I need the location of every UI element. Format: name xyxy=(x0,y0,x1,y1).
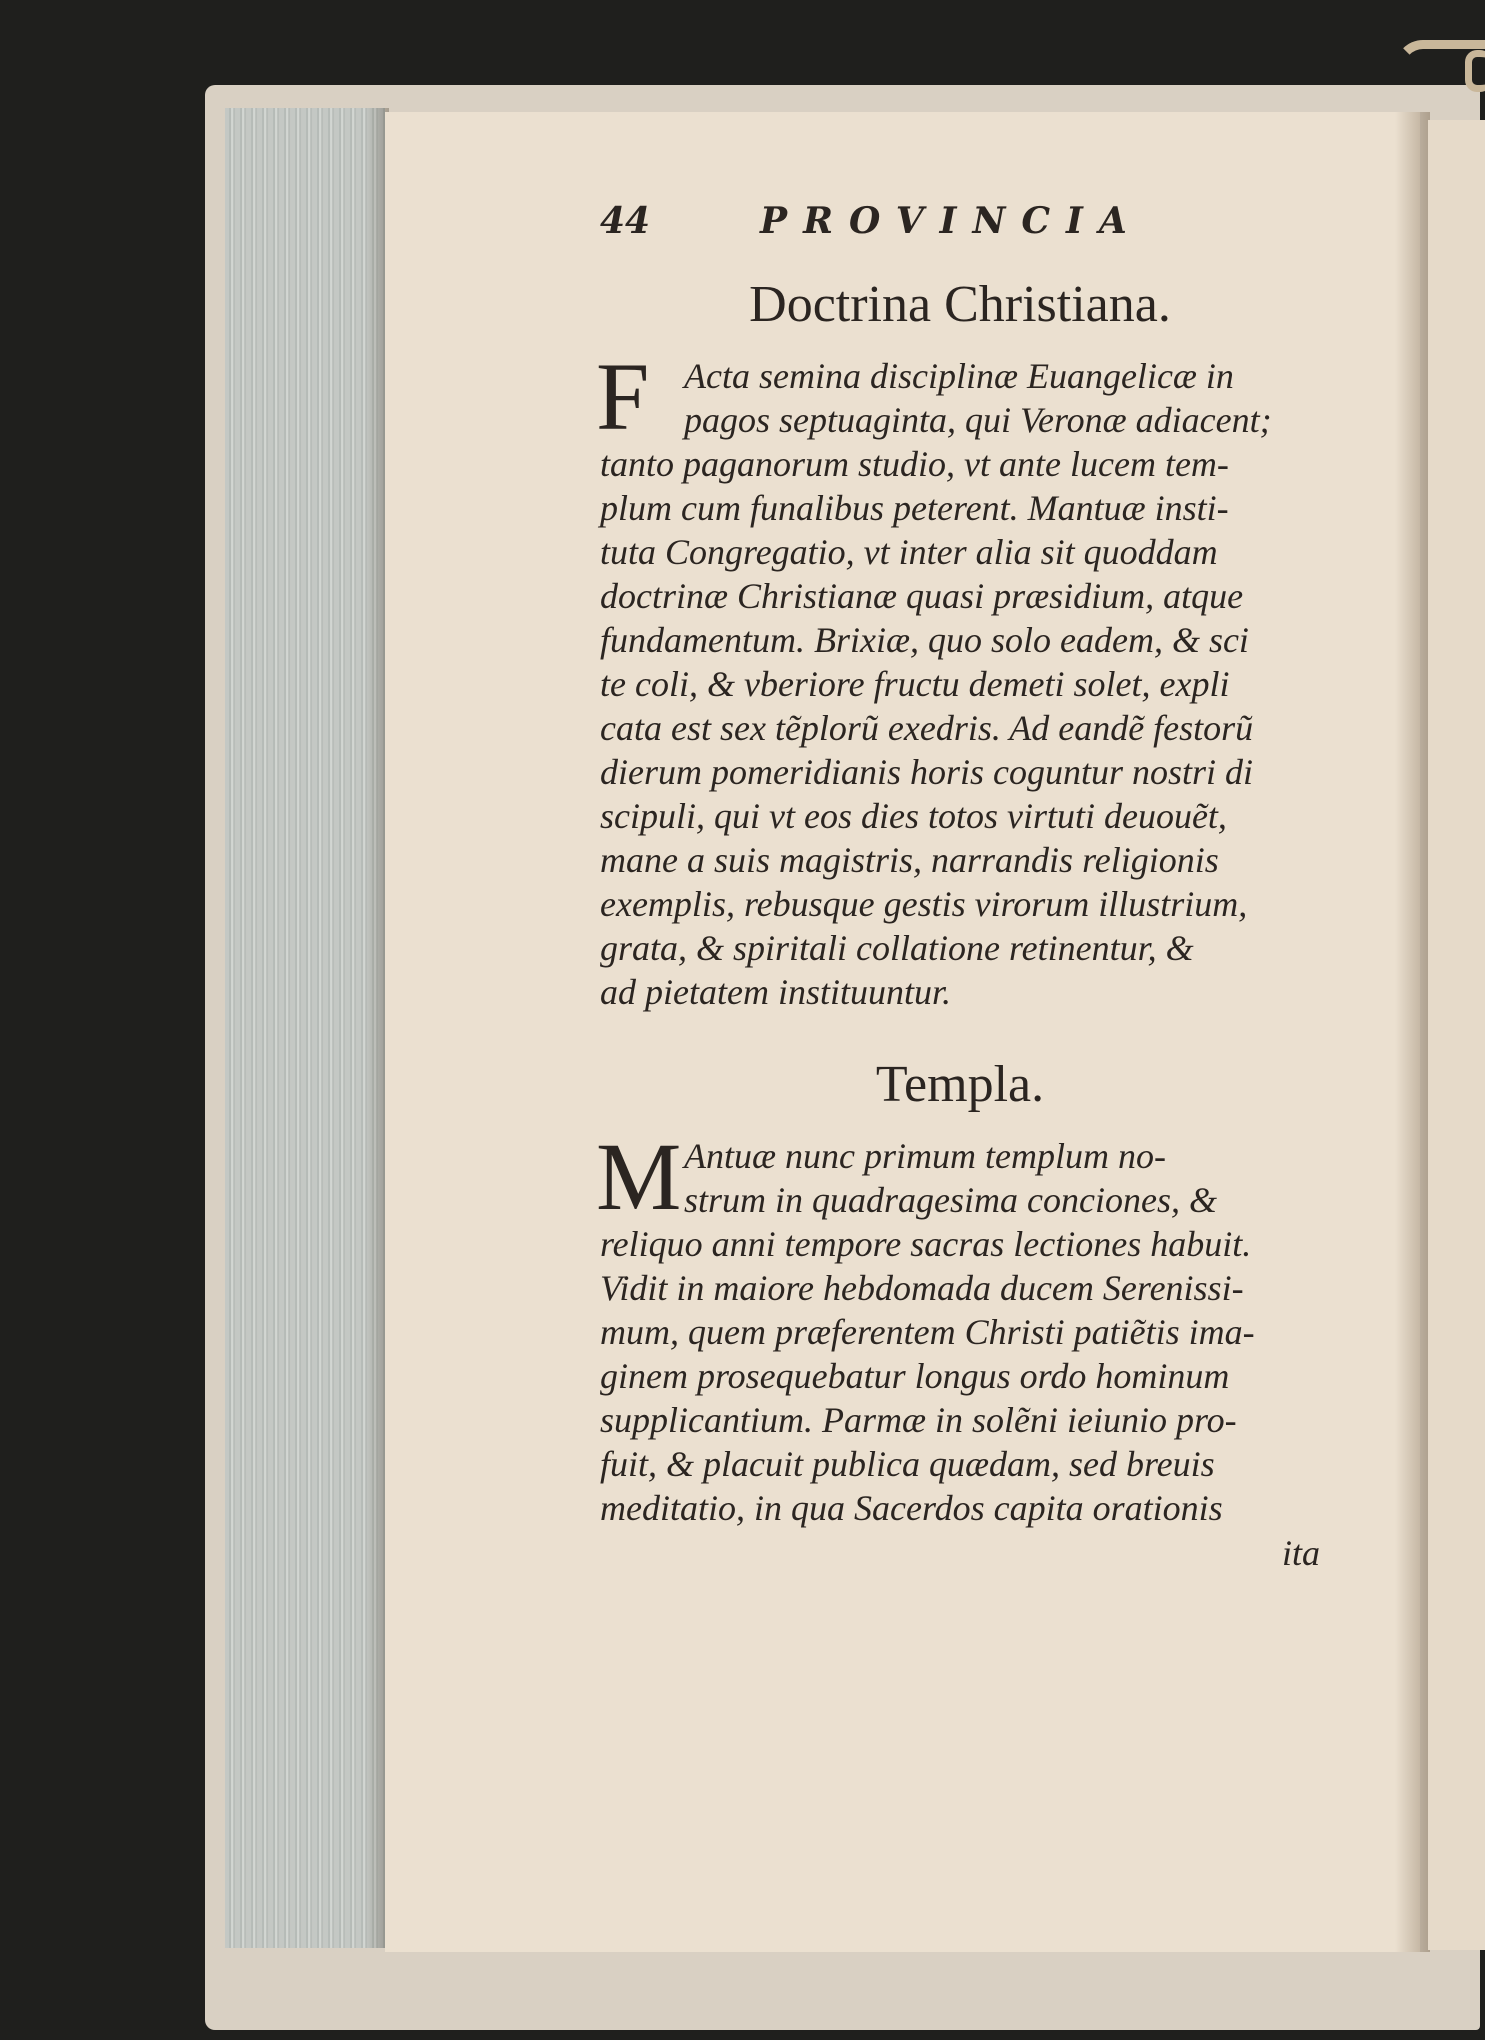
facing-page-edge xyxy=(1428,120,1485,1950)
text-line: te coli, & vberiore fructu demeti solet, expli xyxy=(600,664,1230,704)
running-header xyxy=(600,200,1320,260)
text-line: pagos septuaginta, qui Veronæ adiacent; xyxy=(684,400,1272,440)
page-number: 44 xyxy=(600,200,651,242)
drop-cap: F xyxy=(596,343,650,450)
text-line: Antuæ nunc primum templum no- xyxy=(684,1136,1166,1176)
text-line: fundamentum. Brixiæ, quo solo eadem, & sci xyxy=(600,620,1249,660)
section-heading: Templa. xyxy=(875,1056,1045,1113)
running-title: PROVINCIA xyxy=(760,200,1143,242)
text-line: supplicantium. Parmæ in solẽni ieiunio pro- xyxy=(600,1400,1237,1440)
paragraph xyxy=(596,1123,1320,1530)
text-line: ad pietatem instituuntur. xyxy=(600,972,951,1012)
bookmark-ribbon-tail xyxy=(1465,50,1485,92)
text-line: cata est sex tẽplorũ exedris. Ad eandẽ festorũ xyxy=(600,708,1254,748)
paragraph xyxy=(596,343,1320,1014)
page-text xyxy=(596,200,1320,1574)
text-line: tanto paganorum studio, vt ante lucem tem- xyxy=(600,444,1229,484)
text-line: meditatio, in qua Sacerdos capita orationis xyxy=(600,1488,1223,1528)
text-line: Vidit in maiore hebdomada ducem Serenissi- xyxy=(600,1268,1244,1308)
text-line: tuta Congregatio, vt inter alia sit quoddam xyxy=(600,532,1218,572)
page-edges xyxy=(225,108,385,1948)
text-line: reliquo anni tempore sacras lectiones habuit. xyxy=(600,1224,1252,1264)
text-line: strum in quadragesima conciones, & xyxy=(684,1180,1217,1220)
text-line: dierum pomeridianis horis coguntur nostri di xyxy=(600,752,1254,792)
section-heading: Doctrina Christiana. xyxy=(749,276,1171,333)
text-line: mum, quem præferentem Christi patiẽtis ima- xyxy=(600,1312,1255,1352)
catchword: ita xyxy=(1281,1533,1320,1573)
text-line: plum cum funalibus peterent. Mantuæ insti- xyxy=(600,488,1229,528)
text-line: fuit, & placuit publica quædam, sed breuis xyxy=(600,1444,1215,1484)
text-line: grata, & spiritali collatione retinentur, & xyxy=(600,928,1194,968)
text-line: mane a suis magistris, narrandis religionis xyxy=(600,840,1219,880)
page-gutter xyxy=(1395,112,1430,1952)
text-line: exemplis, rebusque gestis virorum illustrium, xyxy=(600,884,1248,924)
drop-cap: M xyxy=(596,1123,682,1230)
text-line: Acta semina disciplinæ Euangelicæ in xyxy=(684,356,1234,396)
text-line: ginem prosequebatur longus ordo hominum xyxy=(600,1356,1230,1396)
text-line: scipuli, qui vt eos dies totos virtuti deuouẽt, xyxy=(600,796,1227,836)
text-line: doctrinæ Christianæ quasi præsidium, atque xyxy=(600,576,1244,616)
